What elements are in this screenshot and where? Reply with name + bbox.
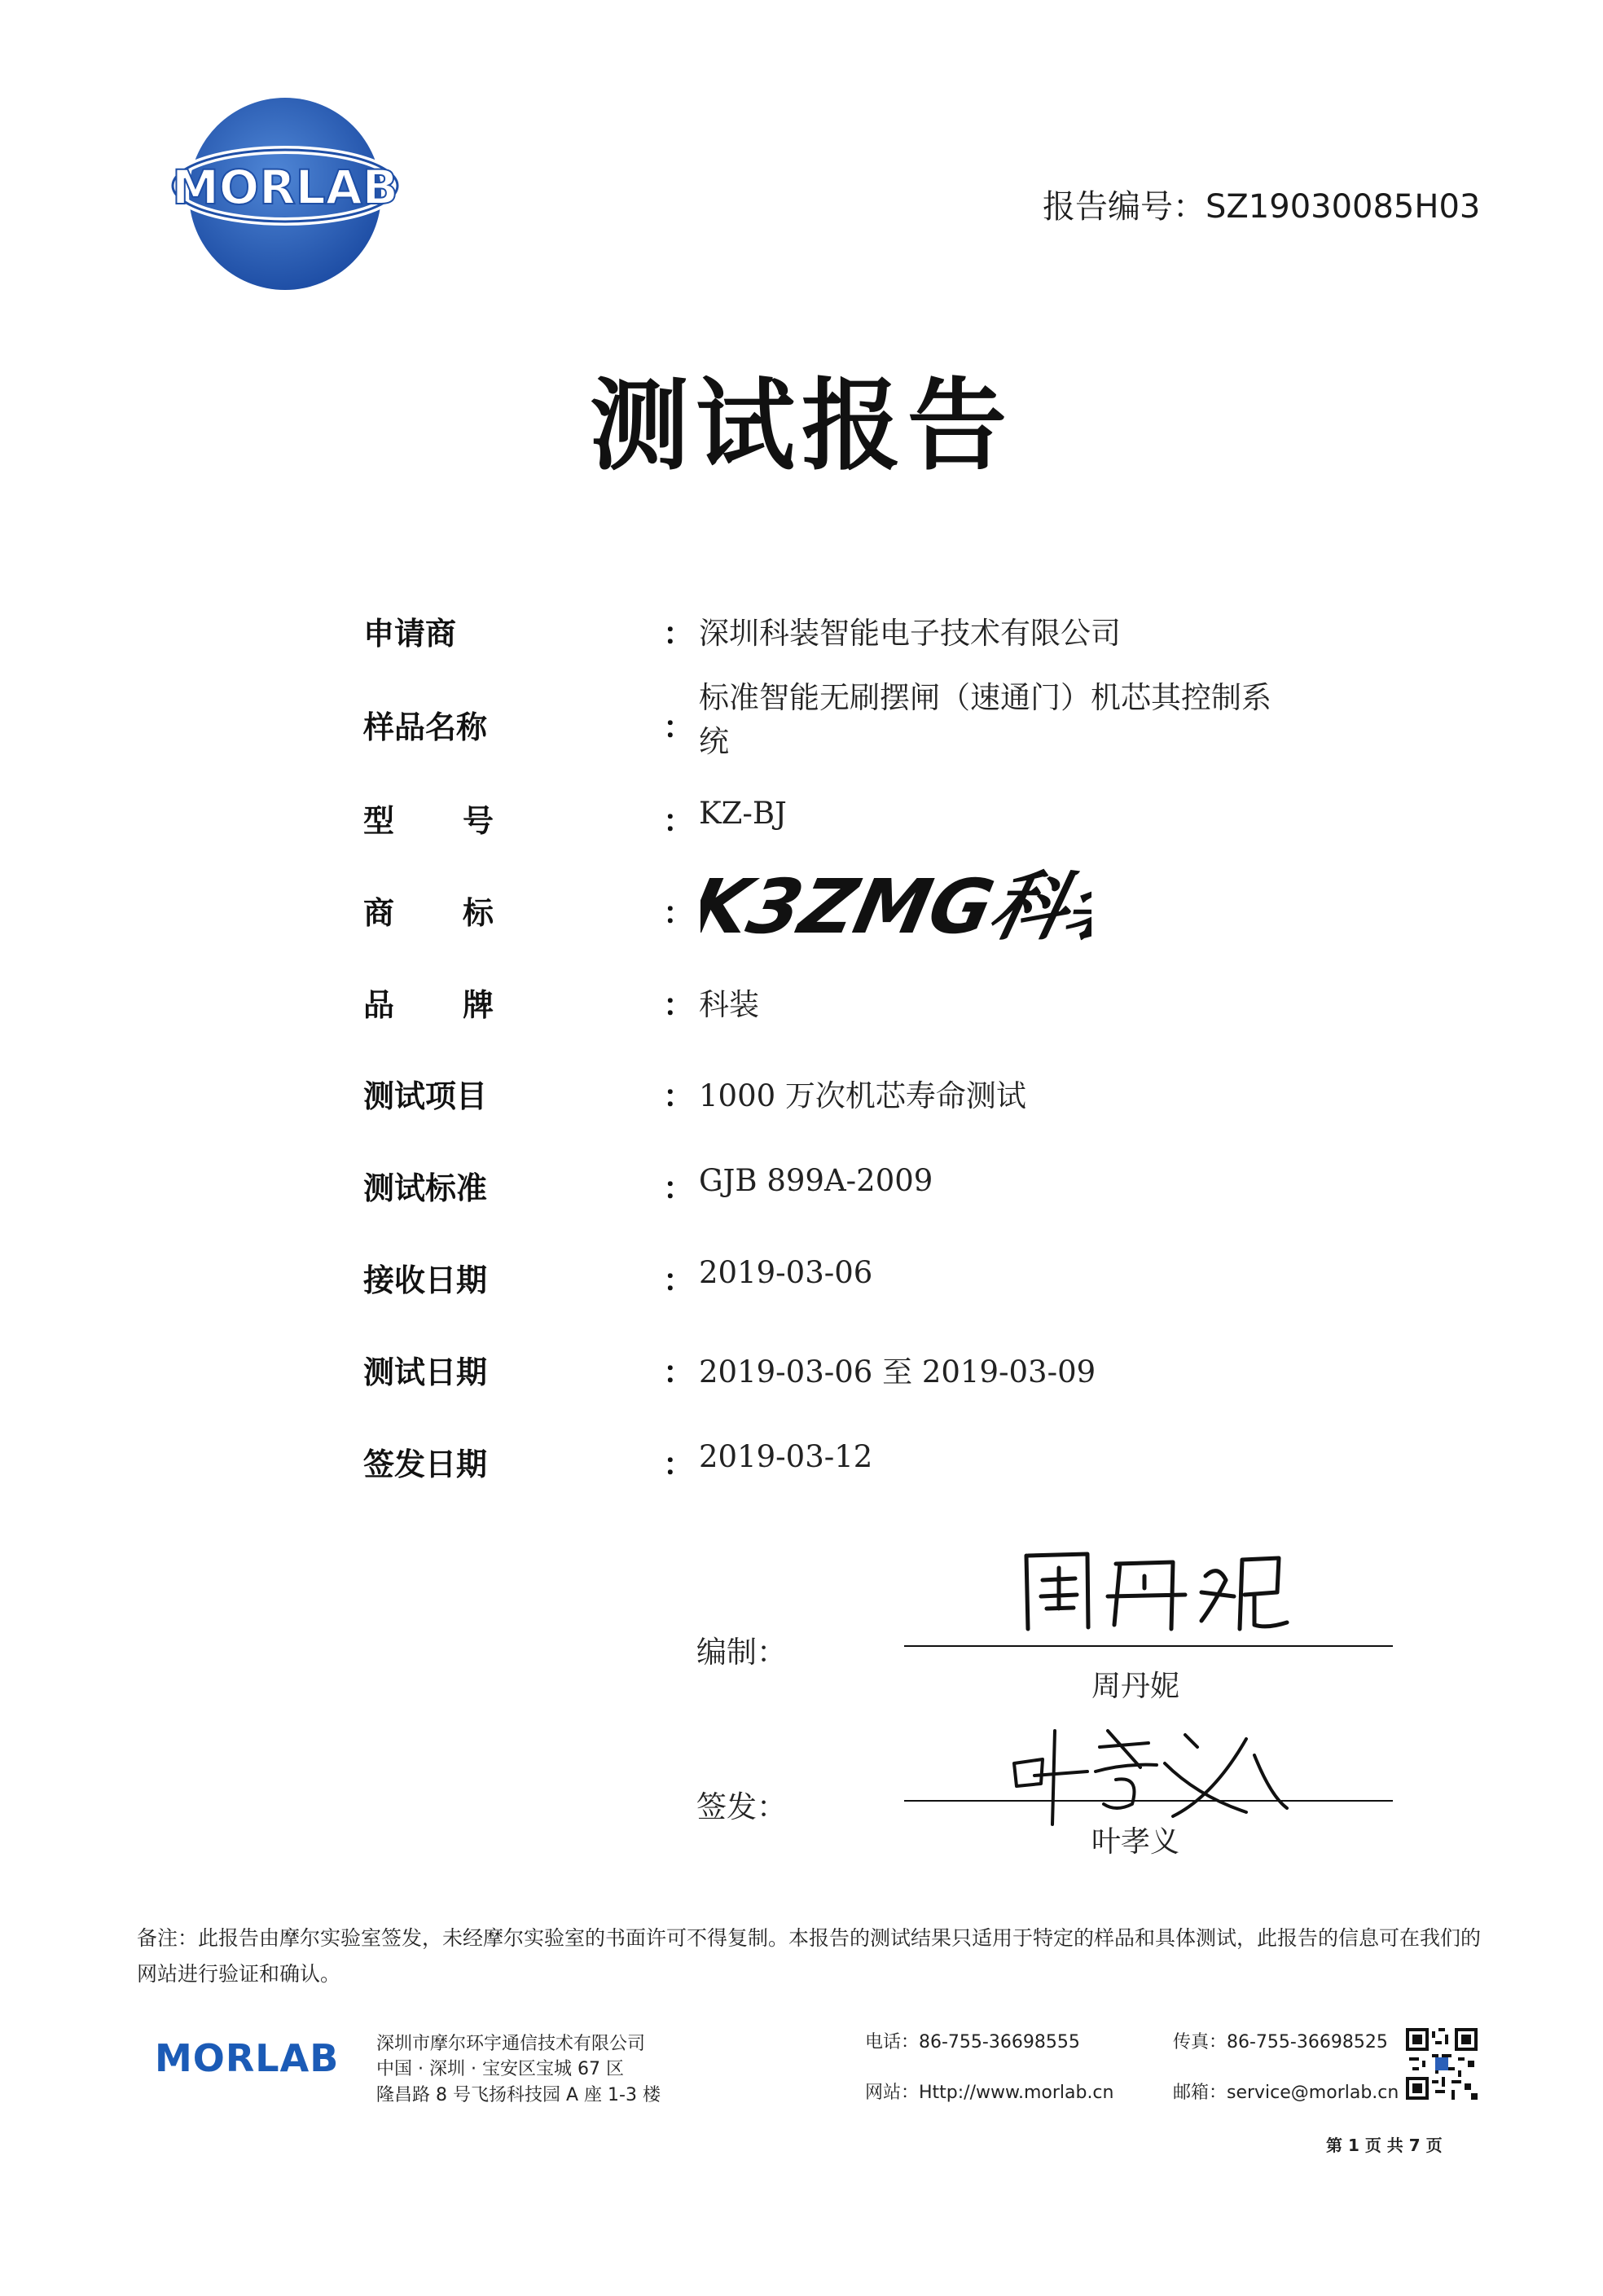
colon: ： <box>663 895 695 931</box>
compiled-label: 编制： <box>696 1635 787 1670</box>
issued-name: 叶孝义 <box>1091 1825 1180 1859</box>
morlab-logo <box>171 90 399 293</box>
brand-value: 科装 <box>699 987 759 1022</box>
issued-signature-line <box>904 1800 1393 1802</box>
compiler-handwritten-signature <box>1010 1531 1303 1645</box>
colon: ： <box>663 709 695 745</box>
page-title: 测试报告 <box>590 368 1013 484</box>
brand-label: 品 牌 <box>363 987 494 1023</box>
svg-text:MORLAB: MORLAB <box>172 160 398 215</box>
svg-text:K3ZMG科装: K3ZMG科装 <box>700 863 1091 950</box>
colon: ： <box>663 1354 695 1390</box>
address-line-1: 中国 · 深圳 · 宝安区宝城 67 区 <box>376 2059 624 2079</box>
test-standard-value: GJB 899A-2009 <box>699 1163 933 1198</box>
report-number: 报告编号：SZ19030085H03 <box>1043 188 1481 226</box>
trademark-logo <box>700 863 1091 953</box>
test-date-value: 2019-03-06 至 2019-03-09 <box>699 1354 1096 1389</box>
colon: ： <box>663 1170 695 1206</box>
remark-note: 备注：此报告由摩尔实验室签发，未经摩尔实验室的书面许可不得复制。本报告的测试结果只适用于特定的样品和具体测试，此报告的信息可在我们的网站进行验证和确认。 <box>137 1926 1482 1986</box>
test-standard-label: 测试标准 <box>363 1170 488 1206</box>
model-value: KZ-BJ <box>699 796 787 831</box>
compiled-signature-line <box>904 1645 1393 1647</box>
website-link[interactable]: 网站：Http://www.morlab.cn <box>865 2083 1114 2103</box>
colon: ： <box>663 987 695 1023</box>
colon: ： <box>663 1078 695 1114</box>
issue-date-label: 签发日期 <box>363 1447 488 1482</box>
colon: ： <box>663 1447 695 1482</box>
sample-name-label: 样品名称 <box>363 709 488 745</box>
applicant-label: 申请商 <box>363 616 457 652</box>
test-date-label: 测试日期 <box>363 1354 488 1390</box>
issued-label: 签发： <box>696 1789 787 1824</box>
email-link[interactable]: 邮箱：service@morlab.cn <box>1173 2083 1399 2103</box>
model-label: 型 号 <box>363 803 494 839</box>
colon: ： <box>663 1262 695 1298</box>
footer-logo: MORLAB <box>155 2036 340 2080</box>
applicant-value: 深圳科装智能电子技术有限公司 <box>699 616 1121 651</box>
issuer-handwritten-signature <box>1010 1714 1303 1828</box>
fax: 传真：86-755-36698525 <box>1173 2032 1388 2052</box>
test-item-value: 1000 万次机芯寿命测试 <box>699 1078 1026 1113</box>
phone: 电话：86-755-36698555 <box>865 2032 1080 2052</box>
compiled-name: 周丹妮 <box>1091 1670 1180 1703</box>
company-name: 深圳市摩尔环宇通信技术有限公司 <box>376 2034 646 2054</box>
receive-date-value: 2019-03-06 <box>699 1255 873 1290</box>
colon: ： <box>663 803 695 839</box>
receive-date-label: 接收日期 <box>363 1262 488 1298</box>
trademark-label: 商 标 <box>363 895 494 931</box>
colon: ： <box>663 616 695 652</box>
test-item-label: 测试项目 <box>363 1078 488 1114</box>
qr-code-icon <box>1406 2028 1478 2100</box>
sample-name-value: 标准智能无刷摆闸（速通门）机芯其控制系统 <box>699 680 1271 759</box>
issue-date-value: 2019-03-12 <box>699 1439 873 1474</box>
address-line-2: 隆昌路 8 号飞扬科技园 A 座 1-3 楼 <box>376 2085 661 2105</box>
page-number: 第 1 页 共 7 页 <box>1326 2136 1443 2155</box>
